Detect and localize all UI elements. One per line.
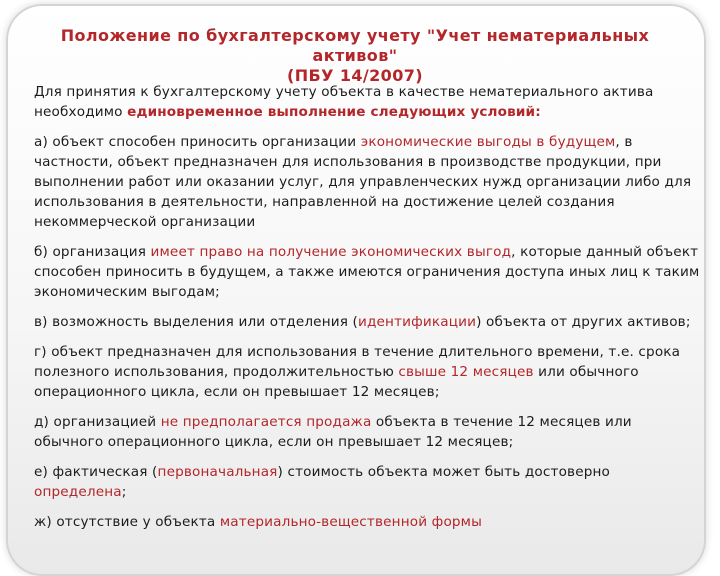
condition-d xyxy=(34,412,702,452)
condition-a-text-2: , в частности, объект предназначен для использования в производстве продукции, при выполнении работ или оказании услуг, для управленческих нужд организации либо для использования в деятельности, направленной на достижение целей создания некоммерческой организации xyxy=(34,134,692,230)
condition-e-text-3: ; xyxy=(121,484,127,500)
condition-zh xyxy=(34,512,702,532)
title-line-1: Положение по бухгалтерскому учету "Учет нематериальных xyxy=(60,26,650,45)
intro-paragraph xyxy=(34,82,702,122)
title-line-3: (ПБУ 14/2007) xyxy=(287,66,423,85)
condition-g-highlight: свыше 12 месяцев xyxy=(398,364,534,380)
condition-a-text-1: а) объект способен приносить организации xyxy=(34,134,361,150)
condition-v-text-1: в) возможность выделения или отделения ( xyxy=(34,314,358,330)
condition-e-highlight-2: определена xyxy=(34,484,122,500)
condition-zh-highlight: материально-вещественной формы xyxy=(219,514,482,530)
condition-a-highlight: экономические выгоды в будущем xyxy=(360,134,616,150)
condition-b-highlight: имеет право на получение экономических выгод xyxy=(150,244,512,260)
condition-e-text-1: е) фактическая ( xyxy=(34,464,158,480)
condition-v-highlight: идентификации xyxy=(357,314,477,330)
condition-b-text-2: , которые данный объект способен приносить в будущем, а также имеются ограничения доступа иных лиц к таким экономическим выгодам; xyxy=(34,244,700,300)
condition-d-text-1: д) организацией xyxy=(34,414,161,430)
condition-a xyxy=(34,132,702,232)
condition-b xyxy=(34,242,702,302)
intro-text: Для принятия к бухгалтерскому учету объекта в качестве нематериального актива необходимо xyxy=(34,84,654,120)
condition-zh-text-1: ж) отсутствие у объекта xyxy=(34,514,220,530)
condition-g-text-1: г) объект предназначен для использования в течение длительного времени, т.е. срока полезного использования, продолжительностью xyxy=(34,344,681,380)
condition-g-text-2: или обычного операционного цикла, если он превышает 12 месяцев; xyxy=(34,364,639,400)
slide-body xyxy=(34,82,702,542)
condition-b-text-1: б) организация xyxy=(34,244,151,260)
title-line-2: активов" xyxy=(312,46,398,65)
slide-frame xyxy=(6,4,706,576)
condition-v-text-2: ) объекта от других активов; xyxy=(476,314,691,330)
condition-e-highlight-1: первоначальная xyxy=(157,464,278,480)
condition-e xyxy=(34,462,702,502)
condition-e-text-2: ) стоимость объекта может быть достоверно xyxy=(277,464,611,480)
condition-d-highlight: не предполагается продажа xyxy=(160,414,372,430)
condition-v xyxy=(34,312,702,332)
page-title xyxy=(30,26,680,86)
intro-highlight: единовременное выполнение следующих условий: xyxy=(127,104,541,120)
condition-g xyxy=(34,342,702,402)
condition-d-text-2: объекта в течение 12 месяцев или обычного операционного цикла, если он превышает 12 месяцев; xyxy=(34,414,632,450)
